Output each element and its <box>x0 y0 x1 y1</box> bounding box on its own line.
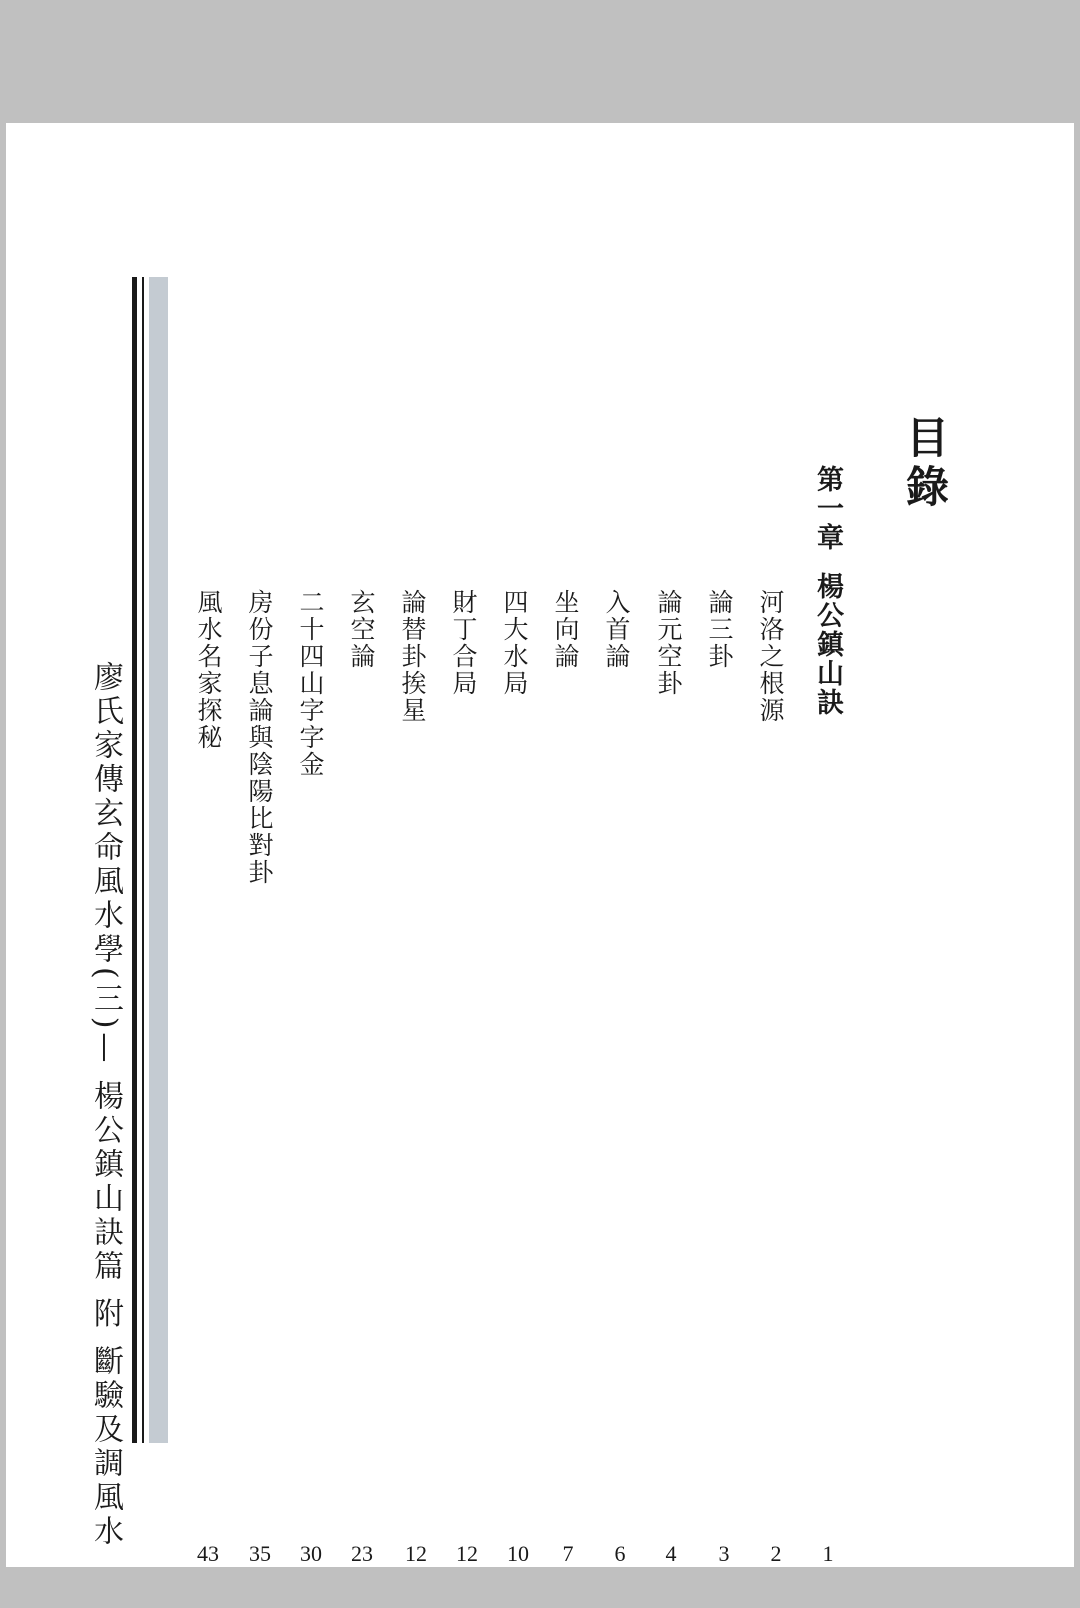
page-number-4: 4 <box>665 1541 677 1566</box>
page-number-12: 35 <box>249 1541 271 1566</box>
margin-rule-thin <box>142 277 144 1443</box>
toc-entry-1[interactable]: 河洛之根源 <box>756 589 785 724</box>
toc-entry-11[interactable]: 房份子息論與陰陽比對卦 <box>245 589 274 886</box>
margin-rule-thick <box>132 277 137 1443</box>
page-number-7: 10 <box>507 1541 529 1566</box>
toc-entry-6[interactable]: 四大水局 <box>500 589 529 697</box>
page-number-10: 23 <box>351 1541 373 1566</box>
page-number-3: 3 <box>718 1541 730 1566</box>
margin-band <box>149 277 168 1443</box>
toc-entry-2[interactable]: 論三卦 <box>705 589 734 670</box>
book-page <box>6 123 1074 1567</box>
toc-entry-7[interactable]: 財丁合局 <box>449 589 478 697</box>
chapter-title: 楊公鎮山訣 <box>812 572 843 717</box>
page-number-5: 6 <box>614 1541 626 1566</box>
toc-title: 目錄 <box>899 415 949 513</box>
running-header: 廖氏家傳玄命風水學(三)— 楊公鎮山訣篇 附 斷驗及調風水 <box>88 661 123 1550</box>
toc-entry-8[interactable]: 論替卦挨星 <box>398 589 427 724</box>
page-number-8: 12 <box>456 1541 478 1566</box>
page-number-6: 7 <box>562 1541 574 1566</box>
toc-entry-9[interactable]: 玄空論 <box>347 589 376 670</box>
page-number-9: 12 <box>405 1541 427 1566</box>
page-number-13: 43 <box>197 1541 219 1566</box>
page-number-11: 30 <box>300 1541 322 1566</box>
toc-entry-10[interactable]: 二十四山字字金 <box>296 589 325 778</box>
toc-entry-12[interactable]: 風水名家探秘 <box>194 589 223 751</box>
chapter-label: 第一章 <box>812 465 843 552</box>
toc-entry-5[interactable]: 坐向論 <box>551 589 580 670</box>
toc-entry-4[interactable]: 入首論 <box>602 589 631 670</box>
chapter-heading <box>814 465 841 717</box>
toc-entry-3[interactable]: 論元空卦 <box>654 589 683 697</box>
page-number-1: 1 <box>822 1541 834 1566</box>
page-number-2: 2 <box>770 1541 782 1566</box>
